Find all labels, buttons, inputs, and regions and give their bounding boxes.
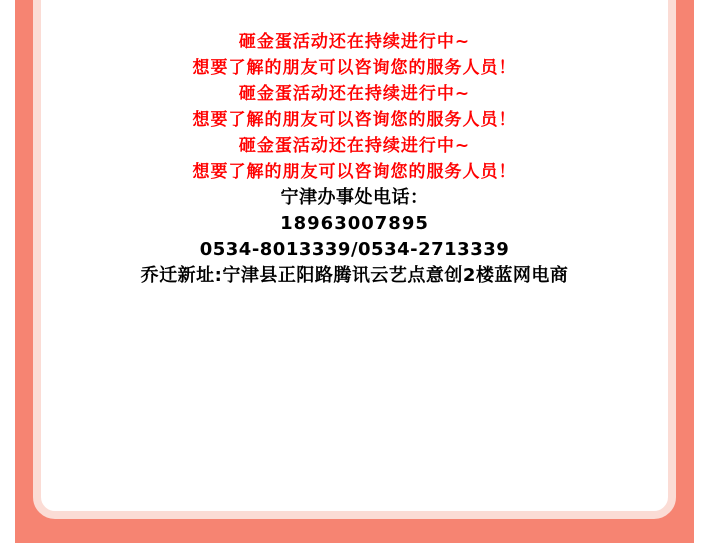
promo-subline: 想要了解的朋友可以咨询您的服务人员！ [192,58,517,78]
contact-block [41,185,668,289]
contact-address: 乔迁新址:宁津县正阳路腾讯云艺点意创2楼蓝网电商 [140,265,569,286]
promo-subline: 想要了解的朋友可以咨询您的服务人员！ [192,162,517,182]
promo-block-1 [41,29,668,81]
contact-title: 宁津办事处电话： [280,187,429,208]
contact-mobile-number: 18963007895 [280,213,429,234]
promo-block-3 [41,133,668,185]
promo-headline: 砸金蛋活动还在持续进行中~ [238,84,471,104]
promo-subline: 想要了解的朋友可以咨询您的服务人员！ [192,110,517,130]
promo-headline: 砸金蛋活动还在持续进行中~ [238,136,471,156]
coral-frame [15,0,694,543]
promo-headline: 砸金蛋活动还在持续进行中~ [238,32,471,52]
promo-block-2 [41,81,668,133]
content-card [33,0,676,519]
contact-landline-numbers: 0534-8013339/0534-2713339 [199,239,510,260]
